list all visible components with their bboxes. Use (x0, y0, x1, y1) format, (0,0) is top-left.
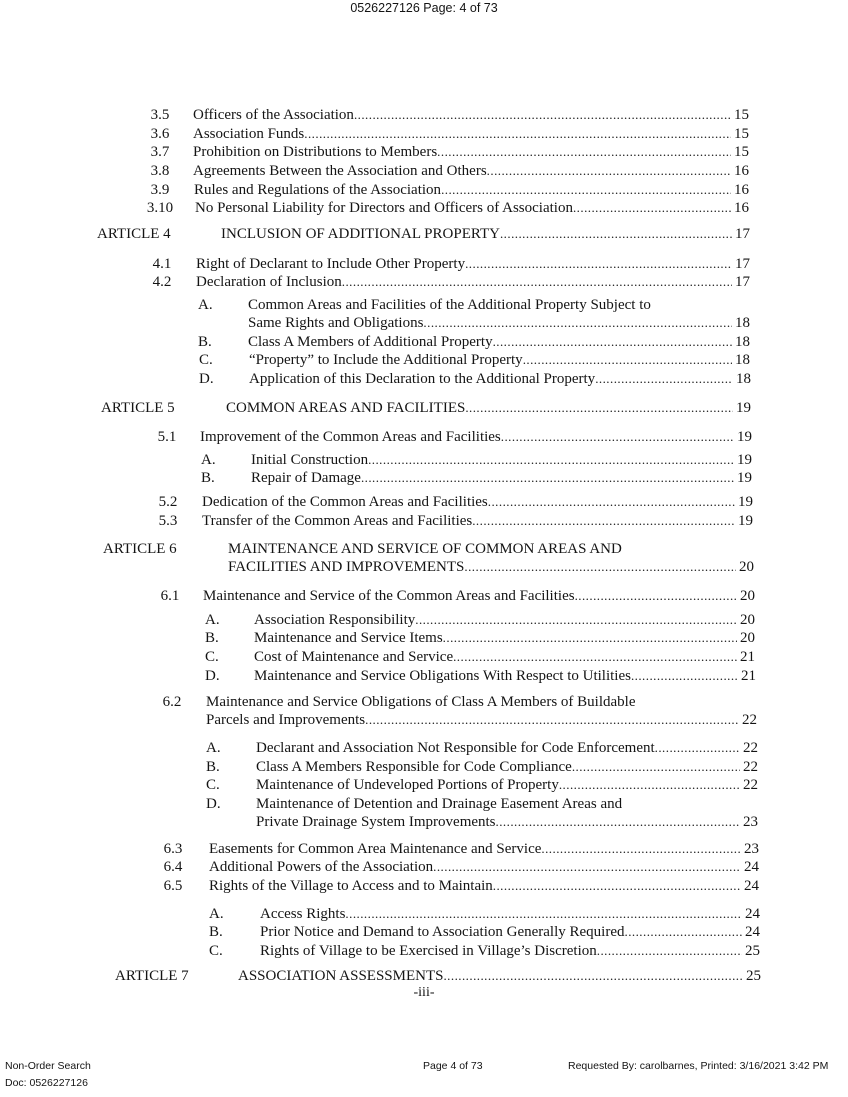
toc-leader-line (193, 162, 749, 180)
toc-entry-sub (0, 296, 848, 314)
entry-title[interactable]: “Property” to Include the Additional Property (249, 352, 523, 368)
toc-entry-sub (0, 905, 848, 923)
toc-leader-line (254, 611, 755, 629)
toc-entry-sub (0, 629, 848, 647)
section-number: 6.3 (163, 841, 183, 857)
page-number: 18 (736, 371, 751, 387)
section-number: 3.5 (150, 107, 170, 123)
article-label: ARTICLE 6 (103, 541, 177, 557)
toc-leader-line (260, 942, 760, 960)
page-number: 22 (742, 712, 757, 728)
entry-title[interactable]: Parcels and Improvements (206, 712, 366, 728)
toc-leader-line (193, 106, 749, 124)
dot-leader (655, 739, 740, 757)
page-number: 20 (740, 612, 755, 628)
toc-leader-line (248, 333, 750, 351)
dot-leader (368, 451, 734, 469)
subsection-letter: C. (206, 777, 220, 793)
entry-title[interactable]: Declaration of Inclusion (196, 274, 342, 290)
entry-title[interactable]: Maintenance of Undeveloped Portions of Property (256, 777, 559, 793)
page-number: 18 (735, 352, 750, 368)
section-number: 4.1 (152, 256, 172, 272)
toc-entry-article (0, 225, 848, 243)
toc-leader-line (221, 225, 750, 243)
toc-entry-section (0, 693, 848, 711)
dot-leader (597, 942, 742, 960)
toc-entry-section (0, 143, 848, 161)
entry-title[interactable]: Maintenance and Service Items (254, 630, 443, 646)
toc-entry-section (0, 840, 848, 858)
page-number: 17 (735, 226, 750, 242)
page-number: 20 (739, 559, 754, 575)
entry-title[interactable]: Officers of the Association (193, 107, 354, 123)
section-number: 5.2 (158, 494, 178, 510)
toc-entry-sub (0, 351, 848, 369)
subsection-letter: A. (198, 297, 213, 313)
dot-leader (415, 611, 737, 629)
page-number: 21 (740, 649, 755, 665)
toc-entry-section (0, 162, 848, 180)
toc-leader-line (251, 451, 752, 469)
entry-title[interactable]: Declarant and Association Not Responsible for Code Enforcement (256, 740, 655, 756)
entry-title[interactable]: Prior Notice and Demand to Association Generally Required (260, 924, 625, 940)
dot-leader (361, 469, 734, 487)
entry-title[interactable]: Initial Construction (251, 452, 369, 468)
entry-title[interactable]: Association Funds (193, 126, 305, 142)
toc-entry-sub (0, 942, 848, 960)
page-number: 15 (734, 107, 749, 123)
toc-leader-line (254, 667, 756, 685)
toc-leader-line (193, 143, 749, 161)
dot-leader (441, 181, 731, 199)
page-number: 19 (737, 470, 752, 486)
entry-title[interactable]: Dedication of the Common Areas and Facilities (202, 494, 488, 510)
toc-leader-line (256, 739, 758, 757)
subsection-letter: D. (205, 668, 220, 684)
toc-leader-line (248, 314, 750, 332)
toc-entry-article (0, 540, 848, 558)
roman-page-number: -iii- (413, 985, 435, 1000)
entry-title[interactable]: No Personal Liability for Directors and Officers of Association (195, 200, 573, 216)
entry-title[interactable]: Rights of Village to be Exercised in Village’s Discretion (260, 943, 597, 959)
page-number: 19 (737, 429, 752, 445)
dot-leader (304, 125, 731, 143)
entry-title[interactable]: MAINTENANCE AND SERVICE OF COMMON AREAS AND (228, 541, 622, 557)
entry-title[interactable]: Transfer of the Common Areas and Facilities (202, 513, 473, 529)
toc-entry-artcont (0, 558, 848, 576)
toc-entry-section (0, 493, 848, 511)
dot-leader (465, 399, 733, 417)
dot-leader (625, 923, 743, 941)
toc-entry-article (0, 399, 848, 417)
toc-entry-sub (0, 469, 848, 487)
dot-leader (433, 858, 741, 876)
entry-title[interactable]: Rules and Regulations of the Association (194, 182, 442, 198)
section-number: 6.5 (163, 878, 183, 894)
toc-leader-line (195, 199, 749, 217)
footer-requested-by: Requested By: carolbarnes, Printed: 3/16/2021 3:42 PM (568, 1060, 829, 1072)
entry-title[interactable]: Maintenance of Detention and Drainage Easement Areas and (256, 796, 623, 812)
dot-leader (465, 255, 732, 273)
section-number: 6.2 (162, 694, 182, 710)
page-number: 15 (734, 144, 749, 160)
page-number: 22 (743, 759, 758, 775)
toc-entry-sub (0, 370, 848, 388)
dot-leader (423, 314, 732, 332)
toc-leader-line (260, 923, 760, 941)
toc-leader-line (256, 813, 758, 831)
toc-leader-line (256, 795, 622, 813)
dot-leader (493, 877, 741, 895)
dot-leader (572, 758, 740, 776)
dot-leader (559, 776, 740, 794)
dot-leader (523, 351, 732, 369)
toc-leader-line (228, 558, 754, 576)
subsection-letter: B. (198, 334, 212, 350)
toc-leader-line (254, 629, 755, 647)
section-number: 3.9 (150, 182, 170, 198)
subsection-letter: B. (205, 630, 219, 646)
toc-entry-sub (0, 776, 848, 794)
toc-entry-sub (0, 758, 848, 776)
section-number: 6.1 (160, 588, 180, 604)
toc-leader-line (206, 711, 757, 729)
entry-title[interactable]: Agreements Between the Association and Others (193, 163, 487, 179)
toc-entry-section (0, 273, 848, 291)
page-number: 16 (734, 200, 749, 216)
dot-leader (342, 273, 732, 291)
page-number: 19 (737, 452, 752, 468)
toc-leader-line (251, 469, 752, 487)
page-number: 25 (745, 943, 760, 959)
toc-leader-line (249, 370, 751, 388)
page-number: 23 (744, 841, 759, 857)
toc-leader-line (238, 967, 761, 985)
dot-leader (365, 711, 739, 729)
toc-entry-cont (0, 813, 848, 831)
footer-search-type: Non-Order Search (5, 1060, 91, 1072)
toc-leader-line (249, 351, 750, 369)
page-number: 22 (743, 777, 758, 793)
toc-entry-sub (0, 667, 848, 685)
dot-leader (541, 840, 741, 858)
entry-title[interactable]: ASSOCIATION ASSESSMENTS (238, 968, 444, 984)
dot-leader (345, 905, 742, 923)
entry-title[interactable]: COMMON AREAS AND FACILITIES (226, 400, 466, 416)
dot-leader (493, 333, 732, 351)
page-number: 17 (735, 274, 750, 290)
article-label: ARTICLE 7 (115, 968, 189, 984)
page-number: 25 (746, 968, 761, 984)
entry-title[interactable]: Association Responsibility (254, 612, 416, 628)
page-number: 24 (745, 924, 760, 940)
entry-title[interactable]: INCLUSION OF ADDITIONAL PROPERTY (221, 226, 500, 242)
toc-entry-section (0, 877, 848, 895)
dot-leader (501, 428, 734, 446)
toc-entry-section (0, 428, 848, 446)
toc-leader-line (209, 877, 759, 895)
section-number: 3.10 (146, 200, 174, 216)
toc-entry-sub (0, 333, 848, 351)
dot-leader (488, 493, 735, 511)
toc-entry-sub (0, 611, 848, 629)
page-number: 19 (736, 400, 751, 416)
entry-title[interactable]: FACILITIES AND IMPROVEMENTS (228, 559, 465, 575)
subsection-letter: C. (209, 943, 223, 959)
toc-entry-article (0, 967, 848, 985)
toc-entry-cont (0, 314, 848, 332)
page-number: 24 (744, 878, 759, 894)
page-number: 24 (745, 906, 760, 922)
toc-entry-section (0, 125, 848, 143)
entry-title[interactable]: Class A Members Responsible for Code Compliance (256, 759, 572, 775)
dot-leader (354, 106, 731, 124)
entry-title[interactable]: Access Rights (260, 906, 346, 922)
section-number: 4.2 (152, 274, 172, 290)
toc-leader-line (193, 125, 749, 143)
subsection-letter: C. (199, 352, 213, 368)
toc-entry-section (0, 858, 848, 876)
toc-leader-line (260, 905, 760, 923)
subsection-letter: B. (201, 470, 215, 486)
subsection-letter: D. (199, 371, 214, 387)
page-number: 24 (744, 859, 759, 875)
toc-leader-line (200, 428, 752, 446)
entry-title[interactable]: Easements for Common Area Maintenance and Service (209, 841, 542, 857)
entry-title[interactable]: Prohibition on Distributions to Members (193, 144, 438, 160)
section-number: 6.4 (163, 859, 183, 875)
subsection-letter: D. (206, 796, 221, 812)
toc-leader-line (196, 273, 750, 291)
page-number: 18 (735, 315, 750, 331)
entry-title[interactable]: Improvement of the Common Areas and Facilities (200, 429, 501, 445)
page-number: 18 (735, 334, 750, 350)
toc-leader-line (209, 858, 759, 876)
entry-title[interactable]: Maintenance and Service of the Common Areas and Facilities (203, 588, 575, 604)
page-number: 21 (741, 668, 756, 684)
toc-entry-sub (0, 739, 848, 757)
dot-leader (496, 813, 740, 831)
dot-leader (472, 512, 735, 530)
subsection-letter: C. (205, 649, 219, 665)
toc-entry-section (0, 512, 848, 530)
toc-leader-line (254, 648, 755, 666)
toc-leader-line (196, 255, 750, 273)
dot-leader (573, 199, 731, 217)
entry-title[interactable]: Application of this Declaration to the Additional Property (249, 371, 596, 387)
section-number: 3.7 (150, 144, 170, 160)
page-number: 16 (734, 163, 749, 179)
toc-leader-line (194, 181, 749, 199)
page-number: 16 (734, 182, 749, 198)
page-number: 15 (734, 126, 749, 142)
toc-entry-section (0, 106, 848, 124)
dot-leader (453, 648, 737, 666)
subsection-letter: A. (201, 452, 216, 468)
page-number: 19 (738, 494, 753, 510)
section-number: 3.8 (150, 163, 170, 179)
section-number: 3.6 (150, 126, 170, 142)
toc-leader-line (256, 758, 758, 776)
entry-title[interactable]: Cost of Maintenance and Service (254, 649, 454, 665)
toc-leader-line (203, 587, 755, 605)
dot-leader (487, 162, 731, 180)
entry-title[interactable]: Same Rights and Obligations (248, 315, 424, 331)
page-number: 23 (743, 814, 758, 830)
page-number: 22 (743, 740, 758, 756)
dot-leader (464, 558, 736, 576)
subsection-letter: B. (209, 924, 223, 940)
toc-entry-sub (0, 648, 848, 666)
article-label: ARTICLE 5 (101, 400, 175, 416)
entry-title[interactable]: Repair of Damage (251, 470, 361, 486)
entry-title[interactable]: Class A Members of Additional Property (248, 334, 493, 350)
toc-leader-line (228, 540, 622, 558)
entry-title[interactable]: Additional Powers of the Association (209, 859, 434, 875)
article-label: ARTICLE 4 (97, 226, 171, 242)
toc-entry-section (0, 587, 848, 605)
toc-leader-line (226, 399, 751, 417)
dot-leader (575, 587, 737, 605)
footer-doc-number: Doc: 0526227126 (5, 1077, 88, 1089)
toc-leader-line (202, 512, 753, 530)
page-number: 20 (740, 630, 755, 646)
dot-leader (437, 143, 731, 161)
section-number: 5.3 (158, 513, 178, 529)
toc-leader-line (256, 776, 758, 794)
toc-entry-sub (0, 451, 848, 469)
toc-leader-line (202, 493, 753, 511)
entry-title[interactable]: Rights of the Village to Access and to Maintain (209, 878, 493, 894)
entry-title[interactable]: Right of Declarant to Include Other Property (196, 256, 466, 272)
toc-leader-line (209, 840, 759, 858)
entry-title[interactable]: Private Drainage System Improvements (256, 814, 496, 830)
subsection-letter: B. (206, 759, 220, 775)
entry-title[interactable]: Maintenance and Service Obligations of Class A Members of Buildable (206, 694, 636, 710)
entry-title[interactable]: Maintenance and Service Obligations With Respect to Utilities (254, 668, 631, 684)
toc-entry-sub (0, 923, 848, 941)
footer-page-count: Page 4 of 73 (423, 1060, 483, 1072)
toc-entry-section (0, 181, 848, 199)
page-number: 19 (738, 513, 753, 529)
subsection-letter: A. (205, 612, 220, 628)
page-number: 20 (740, 588, 755, 604)
page-header: 0526227126 Page: 4 of 73 (350, 1, 498, 15)
entry-title[interactable]: Common Areas and Facilities of the Additional Property Subject to (248, 297, 651, 313)
dot-leader (595, 370, 733, 388)
subsection-letter: A. (206, 740, 221, 756)
dot-leader (631, 667, 738, 685)
toc-entry-section (0, 199, 848, 217)
toc-entry-seccont (0, 711, 848, 729)
toc-entry-sub (0, 795, 848, 813)
toc-entry-section (0, 255, 848, 273)
dot-leader (443, 629, 737, 647)
dot-leader (443, 967, 743, 985)
subsection-letter: A. (209, 906, 224, 922)
page-number: 17 (735, 256, 750, 272)
section-number: 5.1 (157, 429, 177, 445)
toc-leader-line (248, 296, 651, 314)
dot-leader (500, 225, 732, 243)
toc-leader-line (206, 693, 636, 711)
